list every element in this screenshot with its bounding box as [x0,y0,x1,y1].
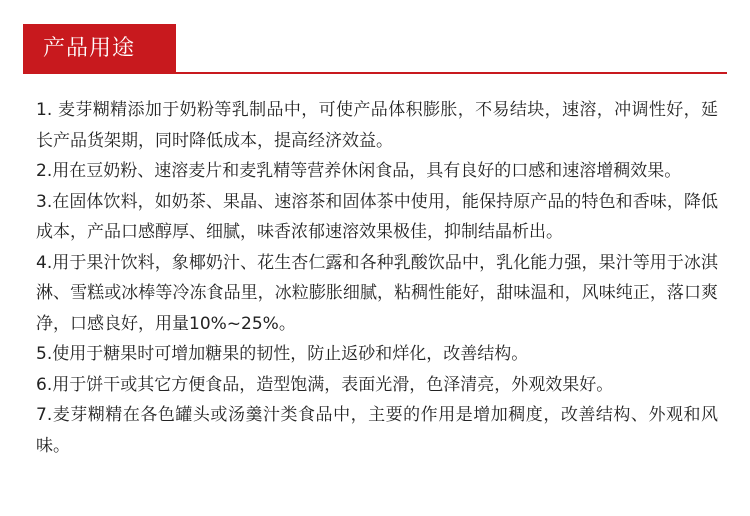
usage-item-2: 2.用在豆奶粉、速溶麦片和麦乳精等营养休闲食品，具有良好的口感和速溶增稠效果。 [36,161,682,181]
usage-item-4: 4.用于果汁饮料，象椰奶汁、花生杏仁露和各种乳酸饮品中，乳化能力强，果汁等用于冰淇淋、雪糕或冰棒等冷冻食品里，冰粒膨胀细腻，粘稠性能好，甜味温和，风味纯正，落口爽净，口感良好，用量10%~25%。 [36,252,718,334]
usage-item-3: 3.在固体饮料，如奶茶、果晶、速溶茶和固体茶中使用，能保持原产品的特色和香味，降低成本，产品口感醇厚、细腻，味香浓郁速溶效果极佳，抑制结晶析出。 [36,191,718,242]
usage-item-7: 7.麦芽糊精在各色罐头或汤羹汁类食品中，主要的作用是增加稠度，改善结构、外观和风味。 [36,405,718,456]
title-underline [176,72,727,74]
section-header [23,24,727,74]
usage-item-1: 1. 麦芽糊精添加于奶粉等乳制品中，可使产品体积膨胀，不易结块，速溶，冲调性好，延长产品货架期，同时降低成本，提高经济效益。 [36,100,718,151]
section-title: 产品用途 [23,24,176,74]
usage-item-6: 6.用于饼干或其它方便食品，造型饱满，表面光滑，色泽清亮，外观效果好。 [36,374,614,395]
usage-list [36,95,718,461]
usage-item-5: 5.使用于糖果时可增加糖果的韧性，防止返砂和烊化，改善结构。 [36,344,529,364]
